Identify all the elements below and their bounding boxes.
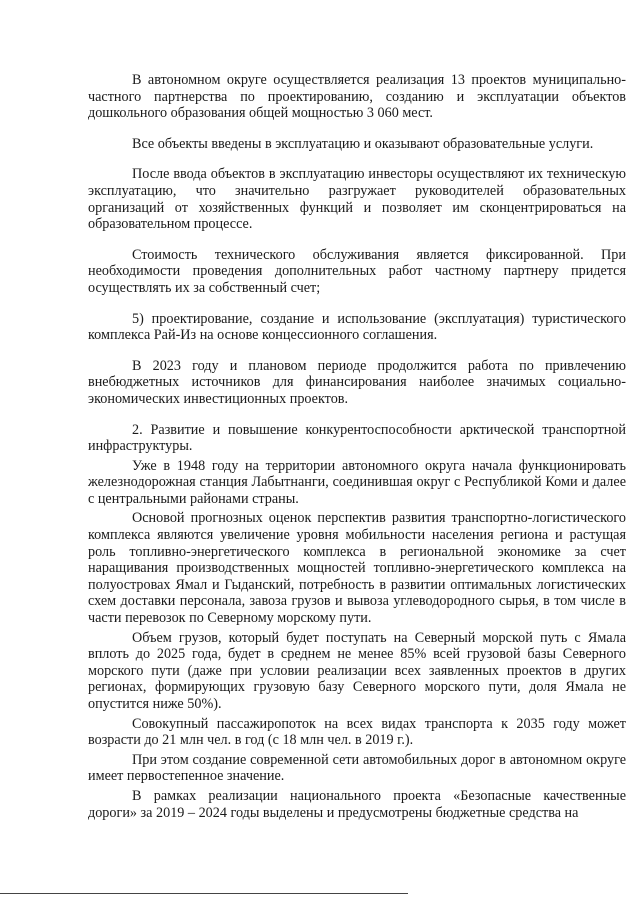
paragraph-extrabudgetary-sources: В 2023 году и плановом периоде продолжится работа по привлечению внебюджетных источников для финансирования наиболее значимых социально-экономических инвестиционных проектов. [88, 357, 626, 407]
paragraph-road-network: При этом создание современной сети автомобильных дорог в автономном округе имеет первостепенное значение. [88, 751, 626, 785]
paragraph-passenger-flow: Совокупный пассажиропоток на всех видах транспорта к 2035 году может возрасти до 21 млн чел. в год (с 18 млн чел. в 2019 г.). [88, 715, 626, 749]
paragraph-objects-commissioned: Все объекты введены в эксплуатацию и оказывают образовательные услуги. [132, 135, 594, 152]
paragraph-labytnangi-station: Уже в 1948 году на территории автономного округа начала функционировать железнодорожная станция Лабытнанги, соединившая округ с Республикой Коми и далее с центральными районами страны. [88, 457, 626, 507]
paragraph-national-project-roads: В рамках реализации национального проекта «Безопасные качественные дороги» за 2019 – 2024 годы выделены и предусмотрены бюджетные средства на [88, 787, 626, 821]
paragraph-cargo-volume: Объем грузов, который будет поступать на Северный морской путь с Ямала вплоть до 2025 года, будет в среднем не менее 85% всей грузовой базы Северного морского пути (даже при условии реализации всех заявленных проектов в других регионах, формирующих грузовую базу Северного морского пути, доля Ямала не опустится ниже 50%). [88, 629, 626, 712]
paragraph-mchp-projects: В автономном округе осуществляется реализация 13 проектов муниципально-частного партнерства по проектированию, созданию и эксплуатации объектов дошкольного образования общей мощностью 3 060 мест. [88, 72, 626, 122]
section-heading-transport: 2. Развитие и повышение конкурентоспособности арктической транспортной инфраструктуры. [88, 421, 626, 455]
document-body [88, 72, 626, 821]
paragraph-forecast-basis: Основой прогнозных оценок перспектив развития транспортно-логистического комплекса являются увеличение уровня мобильности населения региона и растущая роль топливно-энергетического комплекса в региональной экономике за счет наращивания производственных мощностей топливно-энергетического комплекса на полуостровах Ямал и Гыданский, потребность в развитии оптимальных логистических схем доставки персонала, завоза грузов и вывоза углеводородного сырья, в том числе в части перевозок по Северному морскому пути. [88, 510, 626, 627]
paragraph-technical-operation: После ввода объектов в эксплуатацию инвесторы осуществляют их техническую эксплуатацию, что значительно разгружает руководителей образовательных организаций от хозяйственных функций и позволяет им сконцентрироваться на образовательном процессе. [88, 166, 626, 233]
paragraph-item-5-tourist-complex: 5) проектирование, создание и использование (эксплуатация) туристического комплекса Рай-Из на основе концессионного соглашения. [88, 310, 626, 344]
footer-divider [0, 893, 408, 894]
paragraph-maintenance-cost: Стоимость технического обслуживания является фиксированной. При необходимости проведения дополнительных работ частному партнеру придется осуществлять их за собственный счет; [88, 246, 626, 296]
